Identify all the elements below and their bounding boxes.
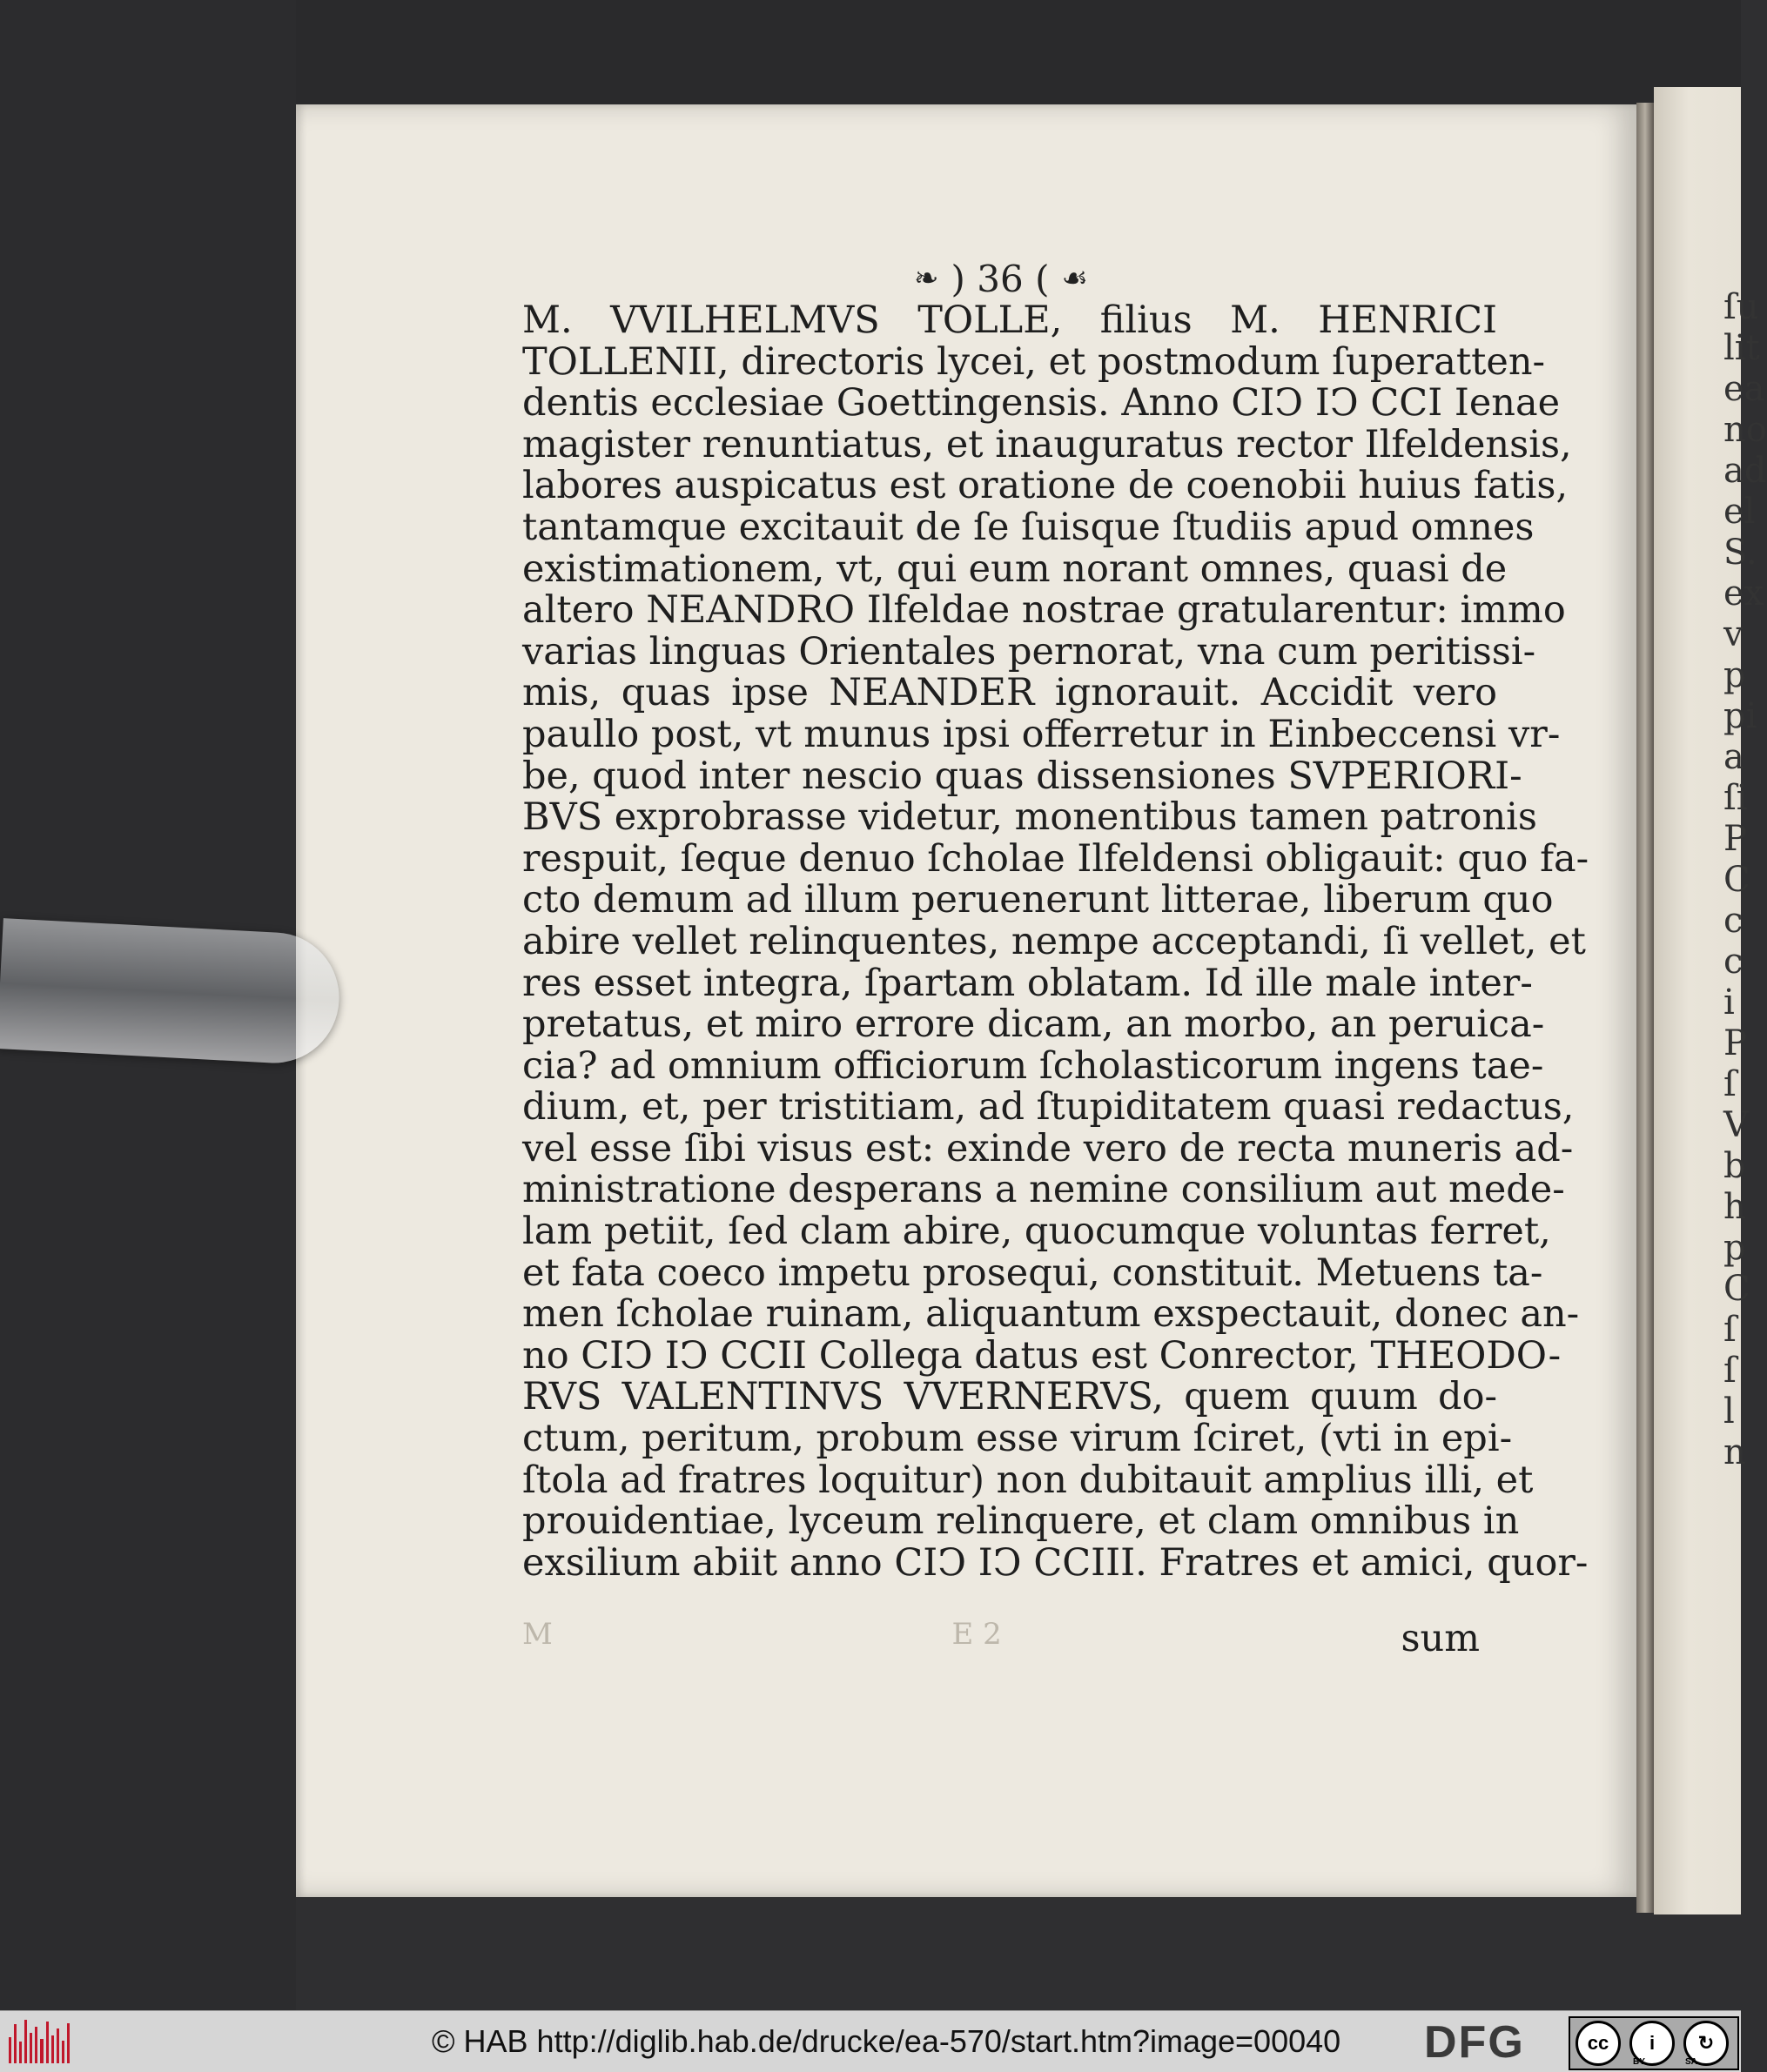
- adjacent-letter: v: [1723, 614, 1743, 654]
- text-line: men ſcholae ruinam, aliquantum exspectauit, donec an-: [522, 1292, 1580, 1337]
- cc-license-badge[interactable]: [1569, 2016, 1739, 2070]
- sa-icon: ↻: [1683, 2021, 1729, 2066]
- text-line: res esset integra, ſpartam oblatam. Id ille male inter-: [522, 961, 1533, 1005]
- text-line: no CIↃ IↃ CCII Collega datus est Conrector, THEODO-: [522, 1333, 1562, 1378]
- adjacent-letter: ſu: [1723, 287, 1759, 327]
- running-header: [870, 252, 1132, 305]
- copyright-link[interactable]: © HAB http://diglib.hab.de/drucke/ea-570/start.htm?image=00040: [432, 2023, 1341, 2059]
- adjacent-letter: C: [1723, 1269, 1750, 1309]
- adjacent-letter: ad: [1723, 451, 1767, 491]
- book-gutter: [1636, 103, 1654, 1913]
- signature-left: M: [522, 1617, 553, 1652]
- adjacent-letter: ſ: [1723, 1351, 1737, 1391]
- text-line: abire vellet relinquentes, nempe acceptandi, ſi vellet, et: [522, 919, 1586, 963]
- text-line: mis, quas ipse NEANDER ignorauit. Accidit vero: [522, 671, 1497, 715]
- page-clamp: [0, 918, 342, 1066]
- adjacent-letter: ſ: [1723, 1064, 1737, 1104]
- adjacent-letter: ſ: [1723, 1310, 1737, 1350]
- text-line: RVS VALENTINVS VVERNERVS, quem quum do-: [522, 1375, 1497, 1419]
- catchword: sum: [1401, 1617, 1480, 1660]
- adjacent-page-text: [1723, 287, 1767, 1473]
- adjacent-letter: P: [1723, 1023, 1747, 1063]
- text-line: ctum, peritum, probum esse virum ſciret, (vti in epi-: [522, 1417, 1513, 1461]
- adjacent-letter: lit: [1723, 328, 1760, 368]
- adjacent-letter: ea: [1723, 369, 1765, 409]
- text-line: exsilium abiit anno CIↃ IↃ CCIII. Fratres et amici, quor-: [522, 1540, 1589, 1585]
- adjacent-letter: c: [1723, 901, 1743, 941]
- adjacent-letter: a: [1723, 737, 1744, 777]
- signature-mark: E 2: [951, 1617, 1002, 1652]
- adjacent-letter: pi: [1723, 696, 1757, 736]
- text-line: altero NEANDRO Ilfeldae nostrae gratularentur: immo: [522, 588, 1566, 633]
- text-line: varias linguas Orientales pernorat, vna cum peritissi-: [522, 629, 1536, 674]
- text-line: cto demum ad illum peruenerunt litterae, liberum quo: [522, 878, 1554, 922]
- text-line: dentis ecclesiae Goettingensis. Anno CIↃ IↃ CCI Ienae: [522, 381, 1561, 426]
- text-line: TOLLENII, directoris lycei, et postmodum ſuperatten-: [522, 339, 1546, 384]
- body-text: [522, 298, 1589, 1585]
- adjacent-letter: ſi: [1723, 778, 1748, 818]
- adjacent-letter: el: [1723, 492, 1756, 532]
- text-line: ſtola ad fratres loquitur) non dubitauit amplius illi, et: [522, 1458, 1534, 1502]
- adjacent-letter: h: [1723, 1187, 1746, 1227]
- text-line: et fata coeco impetu prosequi, constituit. Metuens ta-: [522, 1251, 1543, 1295]
- cc-icon: cc: [1576, 2021, 1621, 2066]
- text-line: labores auspicatus est oratione de coenobii huius fatis,: [522, 464, 1569, 508]
- dfg-logo[interactable]: DFG: [1424, 2017, 1525, 2068]
- text-line: pretatus, et miro errore dicam, an morbo, an peruica-: [522, 1002, 1545, 1047]
- text-line: existimationem, vt, qui eum norant omnes, quasi de: [522, 546, 1508, 591]
- adjacent-letter: p: [1723, 655, 1746, 695]
- adjacent-letter: i: [1723, 982, 1735, 1023]
- adjacent-letter: p: [1723, 1228, 1746, 1268]
- text-line: be, quod inter nescio quas dissensiones SVPERIORI-: [522, 754, 1522, 798]
- adjacent-letter: C: [1723, 860, 1750, 900]
- adjacent-letter: V: [1723, 1105, 1749, 1145]
- text-line: lam petiit, ſed clam abire, quocumque voluntas ferret,: [522, 1210, 1551, 1254]
- ornament-right-icon: ☙: [1061, 261, 1088, 296]
- text-line: paullo post, vt munus ipsi offerretur in Einbeccensi vr-: [522, 712, 1561, 756]
- by-icon: i: [1629, 2021, 1675, 2066]
- hab-logo-icon[interactable]: [9, 2020, 70, 2063]
- adjacent-letter: P: [1723, 819, 1747, 859]
- text-line: vel esse ſibi visus est: exinde vero de recta muneris ad-: [522, 1126, 1574, 1170]
- page-number: ) 36 (: [951, 257, 1050, 300]
- text-line: BVS exprobrasse videtur, monentibus tamen patronis: [522, 795, 1537, 840]
- text-line: respuit, ſeque denuo ſcholae Ilfeldensi obligauit: quo fa-: [522, 836, 1589, 881]
- text-line: prouidentiae, lyceum relinquere, et clam omnibus in: [522, 1499, 1520, 1544]
- text-line: dium, et, per tristitiam, ad ſtupiditatem quasi redactus,: [522, 1085, 1575, 1130]
- adjacent-letter: S.: [1723, 533, 1757, 573]
- viewer-footer: [0, 2010, 1741, 2072]
- sa-label: SA: [1685, 2057, 1697, 2067]
- adjacent-letter: b: [1723, 1146, 1746, 1186]
- text-line: tantamque excitauit de ſe ſuisque ſtudiis apud omnes: [522, 505, 1535, 549]
- ornament-left-icon: ❧: [914, 261, 939, 296]
- adjacent-letter: ex: [1723, 573, 1764, 614]
- adjacent-letter: l: [1723, 1391, 1735, 1432]
- page-footer-marks: [522, 1617, 1480, 1660]
- adjacent-letter: no: [1723, 410, 1767, 450]
- text-line: ministratione desperans a nemine consilium aut mede-: [522, 1168, 1565, 1212]
- adjacent-letter: c: [1723, 942, 1743, 982]
- text-line: cia? ad omnium officiorum ſcholasticorum ingens tae-: [522, 1043, 1544, 1088]
- text-line: magister renuntiatus, et inauguratus rector Ilfeldensis,: [522, 422, 1572, 466]
- adjacent-letter: n: [1723, 1432, 1746, 1472]
- text-line: M. VVILHELMVS TOLLE, filius M. HENRICI: [522, 298, 1497, 342]
- by-label: BY: [1633, 2057, 1645, 2067]
